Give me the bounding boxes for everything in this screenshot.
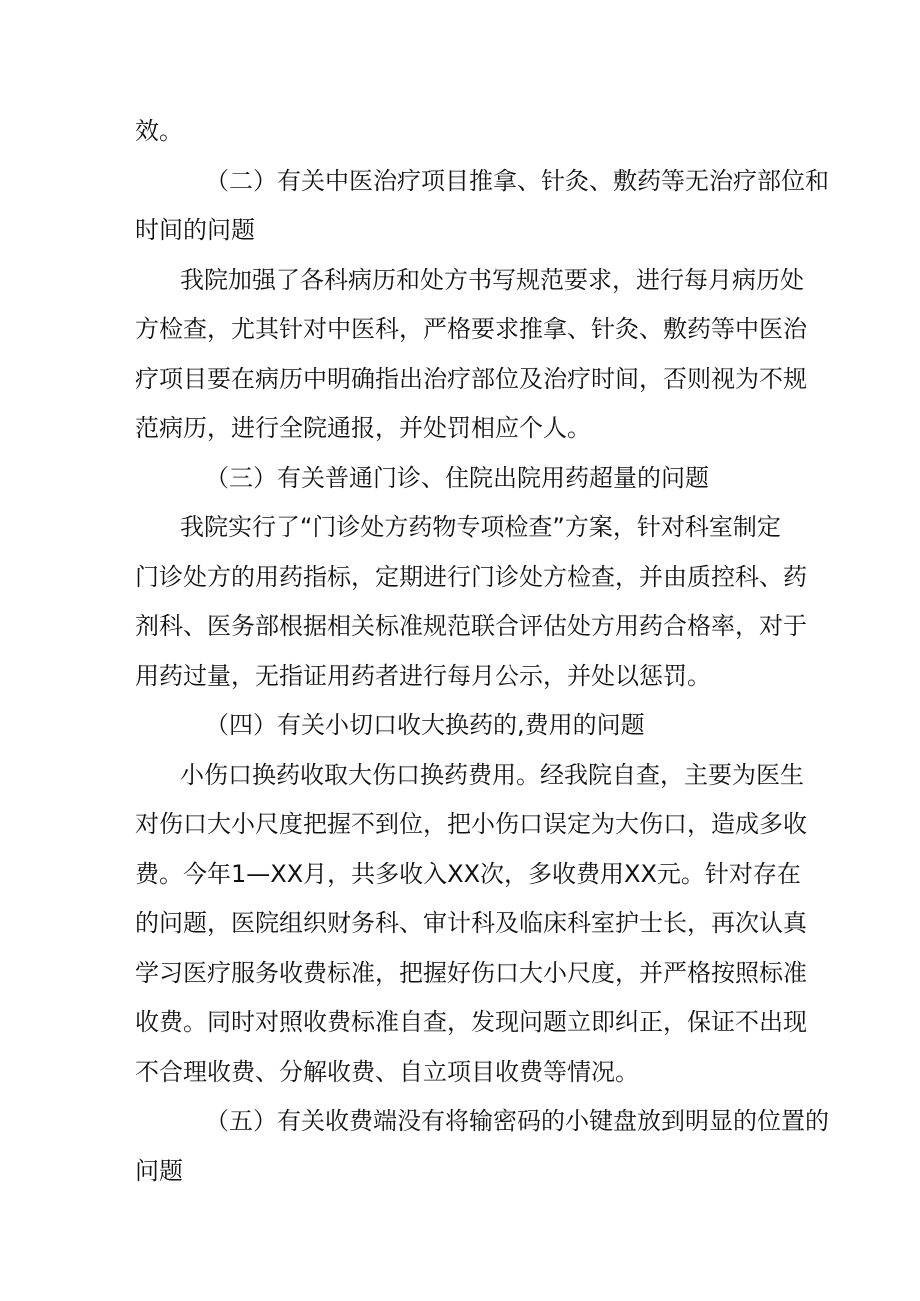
section-heading-2-cont: 时间的问题 (135, 216, 255, 244)
text-line: 门诊处方的用药指标，定期进行门诊处方检查，并由质控科、药 (135, 563, 807, 591)
text-line: 收费。同时对照收费标准自查，发现问题立即纠正，保证不出现 (135, 1008, 807, 1036)
text-line: 效。 (135, 117, 183, 145)
text-line: 我院加强了各科病历和处方书写规范要求，进行每月病历处 (180, 266, 804, 294)
text-line: 学习医疗服务收费标准，把握好伤口大小尺度，并严格按照标准 (135, 959, 807, 987)
section-heading-5-cont: 问题 (135, 1157, 183, 1185)
text-line: 的问题，医院组织财务科、审计科及临床科室护士长，再次认真 (135, 909, 807, 937)
text-line: 用药过量，无指证用药者进行每月公示，并处以惩罚。 (135, 662, 711, 690)
text-line: 疗项目要在病历中明确指出治疗部位及治疗时间，否则视为不规 (135, 365, 807, 393)
text-line: 剂科、医务部根据相关标准规范联合评估处方用药合格率，对于 (135, 612, 807, 640)
text-line: 小伤口换药收取大伤口换药费用。经我院自查，主要为医生 (180, 761, 804, 789)
text-line: 对伤口大小尺度把握不到位，把小伤口误定为大伤口，造成多收 (135, 810, 807, 838)
section-heading-5: （五）有关收费端没有将输密码的小键盘放到明显的位置的 (205, 1107, 829, 1135)
text-line: 范病历，进行全院通报，并处罚相应个人。 (135, 414, 591, 442)
text-line: 方检查，尤其针对中医科，严格要求推拿、针灸、敷药等中医治 (135, 315, 807, 343)
text-line: 我院实行了“门诊处方药物专项检查”方案，针对科室制定 (180, 513, 781, 541)
section-heading-3: （三）有关普通门诊、住院出院用药超量的问题 (205, 464, 709, 492)
text-line: 费。今年1—XX月，共多收入XX次，多收费用XX元。针对存在 (135, 860, 801, 888)
section-heading-4: （四）有关小切口收大换药的,费用的问题 (205, 711, 645, 739)
section-heading-2: （二）有关中医治疗项目推拿、针灸、敷药等无治疗部位和 (205, 167, 829, 195)
text-line: 不合理收费、分解收费、自立项目收费等情况。 (135, 1058, 639, 1086)
